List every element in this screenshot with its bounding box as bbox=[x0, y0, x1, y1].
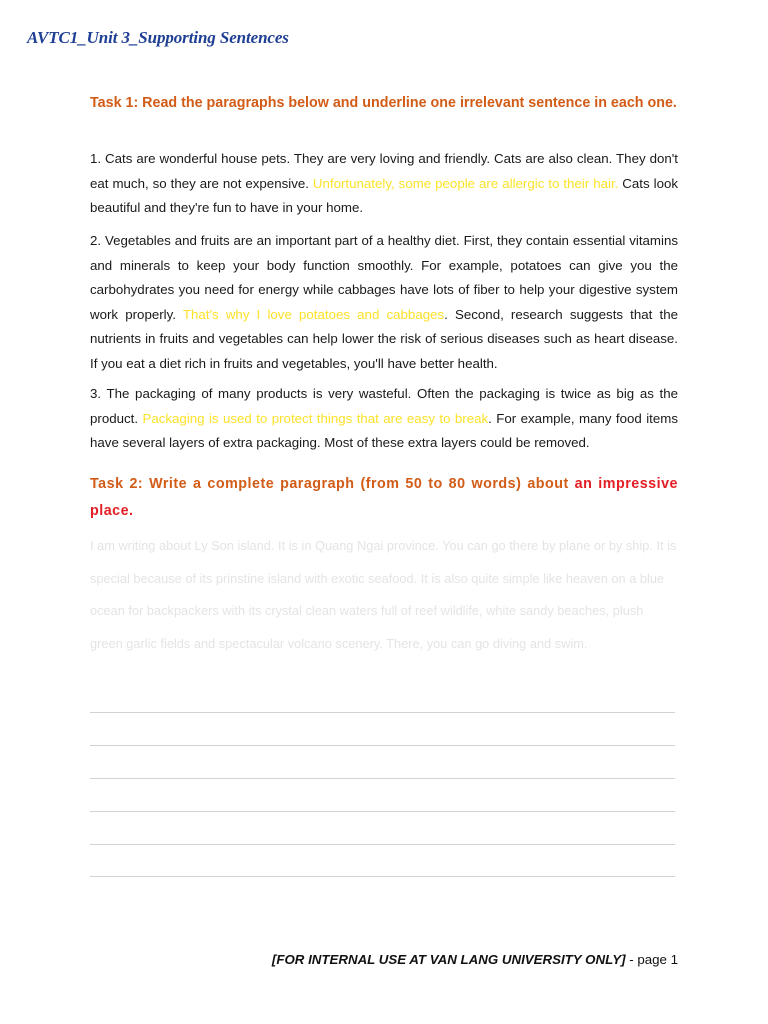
writing-line bbox=[90, 745, 675, 746]
task2-heading bbox=[90, 471, 678, 524]
task1-paragraph-3 bbox=[90, 382, 678, 456]
footer-page-number: - page 1 bbox=[625, 952, 678, 967]
page-footer bbox=[272, 952, 678, 967]
paragraph-text: 2. Vegetables and fruits are an important part of a healthy diet. First, they contain essential vitamins and minerals to keep your body function smoothly. For example, potatoes can give you the carbohydrates you need for energy while cabbages have lots of fiber to help your digestive system work properly. bbox=[90, 233, 678, 322]
paragraph-text: . Second, research suggests that the nutrients in fruits and vegetables can help lower the risk of serious diseases such as heart disease. If you eat a diet rich in fruits and vegetables, you'll have better health. bbox=[90, 306, 678, 371]
writing-line bbox=[90, 811, 675, 812]
writing-line bbox=[90, 778, 675, 779]
paragraph-text: 3. The packaging of many products is very wasteful. Often the packaging is twice as big as the product. bbox=[90, 386, 678, 426]
paragraph-text: . For example, many food items have several layers of extra packaging. Most of these extra layers could be removed. bbox=[90, 410, 678, 450]
irrelevant-sentence-highlight: Packaging is used to protect things that are easy to break bbox=[142, 410, 489, 426]
paragraph-text: 1. Cats are wonderful house pets. They are very loving and friendly. Cats are also clean. They don't eat much, so they are not expensive. bbox=[90, 151, 678, 191]
document-header-title: AVTC1_Unit 3_Supporting Sentences bbox=[27, 28, 289, 47]
task2-sample-answer: I am writing about Ly Son island. It is in Quang Ngai province. You can go there by plane or by ship. It is special because of its prinstine island with exotic seafood. It is also quite simple like heaven on a blue ocean for backpackers with its crystal clean waters full of reef wildlife, white sandy beaches, plush green garlic fields and spectacular volcano scenery. There, you can go diving and swim. bbox=[90, 538, 677, 651]
irrelevant-sentence-highlight: Unfortunately, some people are allergic to their hair. bbox=[312, 175, 619, 191]
task1-paragraph-1 bbox=[90, 147, 678, 221]
writing-line bbox=[90, 876, 675, 877]
paragraph-text: Cats look beautiful and they're fun to have in your home. bbox=[90, 175, 679, 215]
footer-organization: [FOR INTERNAL USE AT VAN LANG UNIVERSITY ONLY] bbox=[271, 952, 626, 967]
task1-paragraph-2 bbox=[90, 229, 678, 376]
writing-line bbox=[90, 844, 675, 845]
writing-line bbox=[90, 712, 675, 713]
task2-heading-prefix: Task 2: Write a complete paragraph (from 50 to 80 words) about bbox=[90, 476, 575, 492]
task2-heading-emphasis: an impressive place. bbox=[90, 476, 678, 519]
task1-heading: Task 1: Read the paragraphs below and underline one irrelevant sentence in each one. bbox=[90, 95, 677, 111]
irrelevant-sentence-highlight: That's why I love potatoes and cabbages bbox=[182, 306, 445, 322]
